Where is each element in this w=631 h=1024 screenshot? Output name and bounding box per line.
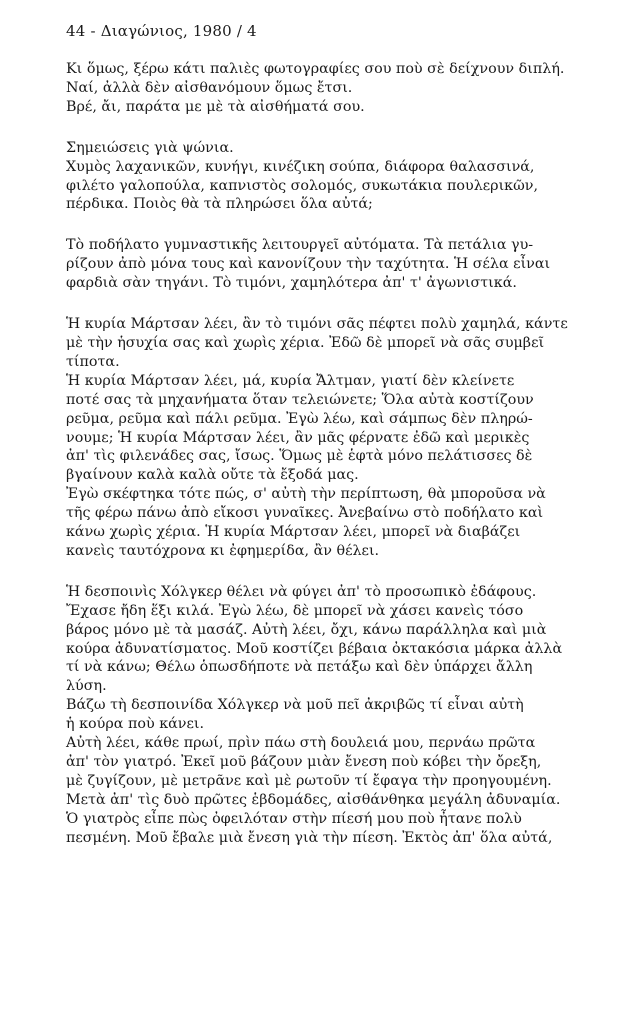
text-line: Αὐτὴ λέει, κάθε πρωί, πρὶν πάω στὴ δουλειά μου, περνάω πρῶτα [66,735,536,752]
text-line: Ἡ δεσποινὶς Χόλγκερ θέλει νὰ φύγει ἀπ' τὸ προσωπικὸ ἐδάφους. [66,583,537,600]
text-line: Χυμὸς λαχανικῶν, κυνήγι, κινέζικη σούπα, διάφορα θαλασσινά, [66,158,535,175]
text-line: τῆς φέρω πάνω ἀπὸ εἴκοσι γυναῖκες. Ἀνεβαίνω στὸ ποδήλατο καὶ [66,505,544,522]
text-line: ἡ κούρα ποὺ κάνει. [66,716,205,733]
text-line: ἀπ' τὶς φιλενάδες σας, ἴσως. Ὅμως μὲ ἑφτὰ μόνο πελάτισσες δὲ [66,448,533,465]
paragraph-1 [66,60,614,117]
text-line: Βάζω τὴ δεσποινίδα Χόλγκερ νὰ μοῦ πεῖ ἀκριβῶς τί εἶναι αὐτὴ [66,697,524,714]
book-page [66,22,614,848]
text-line: λύση. [66,678,107,695]
text-line: τίποτα. [66,353,120,370]
text-line: Ἡ κυρία Μάρτσαν λέει, ἂν τὸ τιμόνι σᾶς πέφτει πολὺ χαμηλά, κάντε [66,316,568,333]
paragraph-2 [66,139,614,215]
text-line: κούρα ἀδυνατίσματος. Μοῦ κοστίζει βέβαια ὀκτακόσια μάρκα ἀλλὰ [66,640,563,657]
text-line: Ἔχασε ἤδη ἕξι κιλά. Ἐγὼ λέω, δὲ μπορεῖ νὰ χάσει κανεὶς τόσο [66,602,524,619]
text-line: φιλέτο γαλοπούλα, καπνιστὸς σολομός, συκωτάκια πουλερικῶν, [66,177,539,194]
text-line: Ἐγὼ σκέφτηκα τότε πώς, σ' αὐτὴ τὴν περίπτωση, θὰ μποροῦσα νὰ [66,486,546,503]
paragraph-3 [66,236,614,293]
text-line: Κι ὅμως, ξέρω κάτι παλιὲς φωτογραφίες σου ποὺ σὲ δείχνουν διπλή. [66,61,565,77]
text-line: Μετὰ ἀπ' τὶς δυὸ πρῶτες ἑβδομάδες, αἰσθάνθηκα μεγάλη ἀδυναμία. [66,791,561,808]
text-line: νουμε; Ἡ κυρία Μάρτσαν λέει, ἂν μᾶς φέρνατε ἐδῶ καὶ μερικὲς [66,429,530,446]
text-line: κανεὶς ταυτόχρονα κι ἐφημερίδα, ἂν θέλει. [66,542,380,559]
text-line: μὲ ζυγίζουν, μὲ μετρᾶνε καὶ μὲ ρωτοῦν τί ἔφαγα τὴν προηγουμένη. [66,772,552,789]
text-line: τί νὰ κάνω; Θέλω ὁπωσδήποτε νὰ πετάξω καὶ δὲν ὑπάρχει ἄλλη [66,659,533,676]
text-line: πέρδικα. Ποιὸς θὰ τὰ πληρώσει ὅλα αὐτά; [66,196,373,213]
text-line: Βρέ, ἄι, παράτα με μὲ τὰ αἰσθήματά σου. [66,98,365,115]
text-line: Ἡ κυρία Μάρτσαν λέει, μά, κυρία Ἄλτμαν, γιατί δὲν κλείνετε [66,372,515,389]
text-line: κάνω χωρὶς χέρια. Ἡ κυρία Μάρτσαν λέει, μπορεῖ νὰ διαβάζει [66,524,521,541]
running-header: 44 - Διαγώνιος, 1980 / 4 [66,22,257,40]
text-line: βγαίνουν καλὰ καλὰ οὔτε τὰ ἔξοδά μας. [66,467,359,484]
text-line: φαρδιὰ σὰν τηγάνι. Τὸ τιμόνι, χαμηλότερα ἀπ' τ' ἀγωνιστικά. [66,275,517,292]
text-line: Ναί, ἀλλὰ δὲν αἰσθανόμουν ὅμως ἔτσι. [66,79,353,96]
text-line: ρίζουν ἀπὸ μόνα τους καὶ κανονίζουν τὴν ταχύτητα. Ἡ σέλα εἶναι [66,256,551,273]
text-line: Τὸ ποδήλατο γυμναστικῆς λειτουργεῖ αὐτόματα. Τὰ πετάλια γυ- [66,237,534,254]
text-line: βάρος μόνο μὲ τὰ μασάζ. Αὐτὴ λέει, ὄχι, κάνω παράλληλα καὶ μιὰ [66,621,547,638]
text-line: Σημειώσεις γιὰ ψώνια. [66,139,234,156]
text-line: πεσμένη. Μοῦ ἔβαλε μιὰ ἔνεση γιὰ τὴν πίεση. Ἐκτὸς ἀπ' ὅλα αὐτά, [66,829,553,846]
text-line: ἀπ' τὸν γιατρό. Ἐκεῖ μοῦ βάζουν μιὰν ἔνεση ποὺ κόβει τὴν ὄρεξη, [66,754,542,770]
text-line: ποτέ σας τὰ μηχανήματα ὅταν τελειώνετε; Ὅλα αὐτὰ κοστίζουν [66,391,534,408]
text-line: ρεῦμα, ρεῦμα καὶ πάλι ρεῦμα. Ἐγὼ λέω, καὶ σάμπως δὲν πληρώ- [66,410,533,427]
paragraph-4 [66,315,614,561]
text-line: μὲ τὴν ἡσυχία σας καὶ χωρὶς χέρια. Ἐδῶ δὲ μπορεῖ νὰ σᾶς συμβεῖ [66,334,545,351]
paragraph-5 [66,583,614,848]
text-line: Ὁ γιατρὸς εἶπε πὼς ὀφειλόταν στὴν πίεσή μου ποὺ ἦτανε πολὺ [66,810,522,827]
